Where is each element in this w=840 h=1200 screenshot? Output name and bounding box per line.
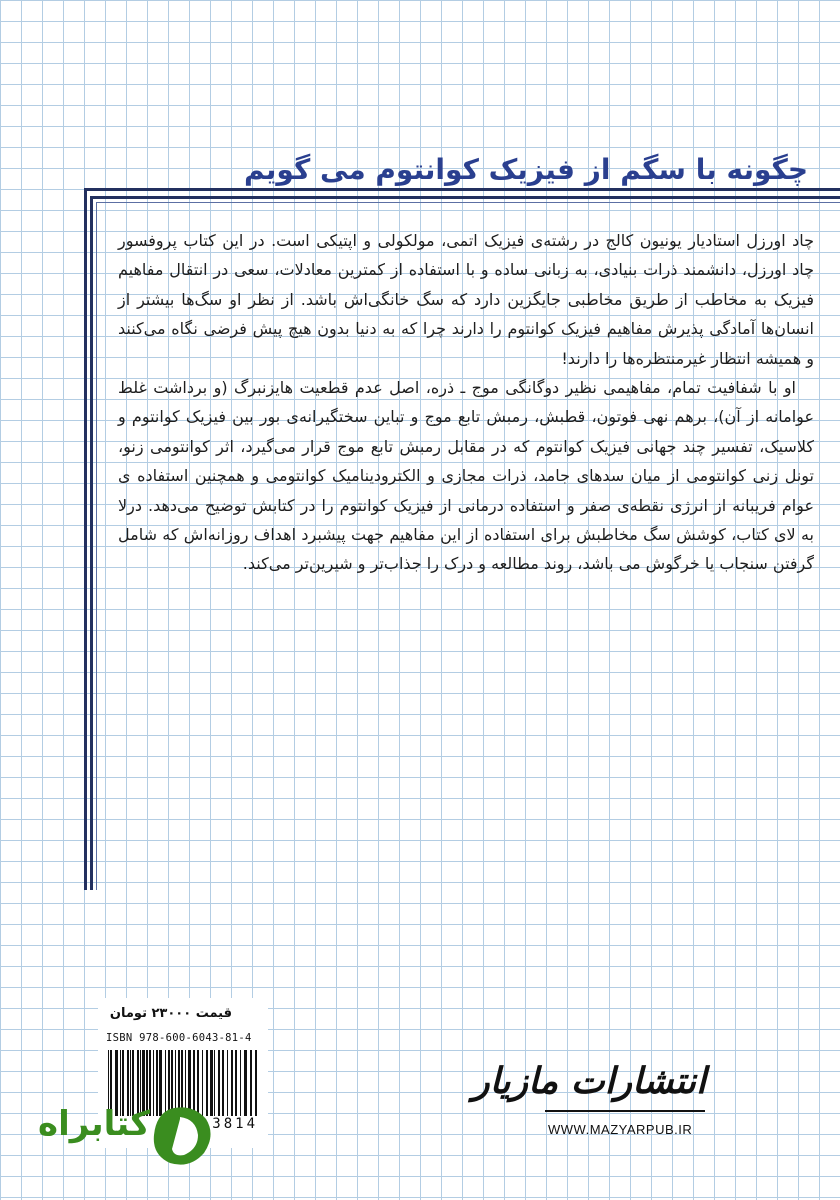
book-title: چگونه با سگم از فیزیک کوانتوم می گویم [243, 153, 808, 186]
publisher-logo: انتشارات مازیار [472, 1060, 706, 1102]
title-rule [84, 188, 840, 191]
publisher-rule [545, 1110, 705, 1112]
barcode-digits: 3814 [106, 1116, 260, 1138]
publisher-url: WWW.MAZYARPUB.IR [548, 1122, 693, 1137]
description-paragraph: چاد اورزل استادیار یونیون کالج در رشته‌ی فیزیک اتمی، مولکولی و اپتیکی است. در این کتاب پروفسور چاد اورزل، دانشمند ذرات بنیادی، به زبانی ساده و با استفاده از کمترین معادلات، سعی در انتقال مفاهیم فیزیک به مخاطب از طریق مخاطبی جایگزین دارد که سگ خانگی‌اش باشد. از نظر او سگ‌ها بیشتر از انسان‌ها آمادگی پذیرش مفاهیم فیزیک کوانتوم را دارند چرا که به دنیا بدون هیچ پیش فرضی نگاه می‌کنند و همیشه انتظار غیرمنتظره‌ها را دارند! [118, 231, 814, 368]
side-rule [84, 188, 87, 890]
side-rule [96, 202, 97, 890]
side-rule [90, 196, 93, 890]
title-rule [90, 196, 840, 199]
ketabrah-watermark: کتابراه [38, 1104, 151, 1144]
isbn-label: ISBN 978-600-6043-81-4 [106, 1032, 252, 1044]
title-rule [96, 202, 840, 203]
book-description [118, 226, 814, 579]
price-label: قیمت ۲۳۰۰۰ تومان [109, 1006, 232, 1021]
description-paragraph: او با شفافیت تمام، مفاهیمی نظیر دوگانگی موج ـ ذره، اصل عدم قطعیت هایزنبرگ (و برداشت غلط عوامانه از آن)، برهم نهی فوتون، قطبش، رمبش تابع موج و تباین سختگیرانه‌ی بور بین فیزیک کوانتوم و کلاسیک، تفسیر چند جهانی فیزیک کوانتوم که در مقابل رمبش تابع موج قرار می‌گیرد، اثر کوانتومی زنو، تونل زنی کوانتومی از میان سدهای جامد، ذرات مجازی و الکترودینامیک کوانتومی و همچنین استفاده ی عوام فریبانه از انرژی نقطه‌ی صفر و استفاده درمانی از فیزیک کوانتوم را در کتابش توضیح می‌دهد. درلا به لای کتاب، کوشش سگ مخاطبش برای استفاده از این مفاهیم جهت پیشبرد اهداف روزانه‌اش که شامل گرفتن سنجاب یا خرگوش می باشد، روند مطالعه و درک را جذاب‌تر و شیرین‌تر می‌کند. [118, 378, 814, 574]
